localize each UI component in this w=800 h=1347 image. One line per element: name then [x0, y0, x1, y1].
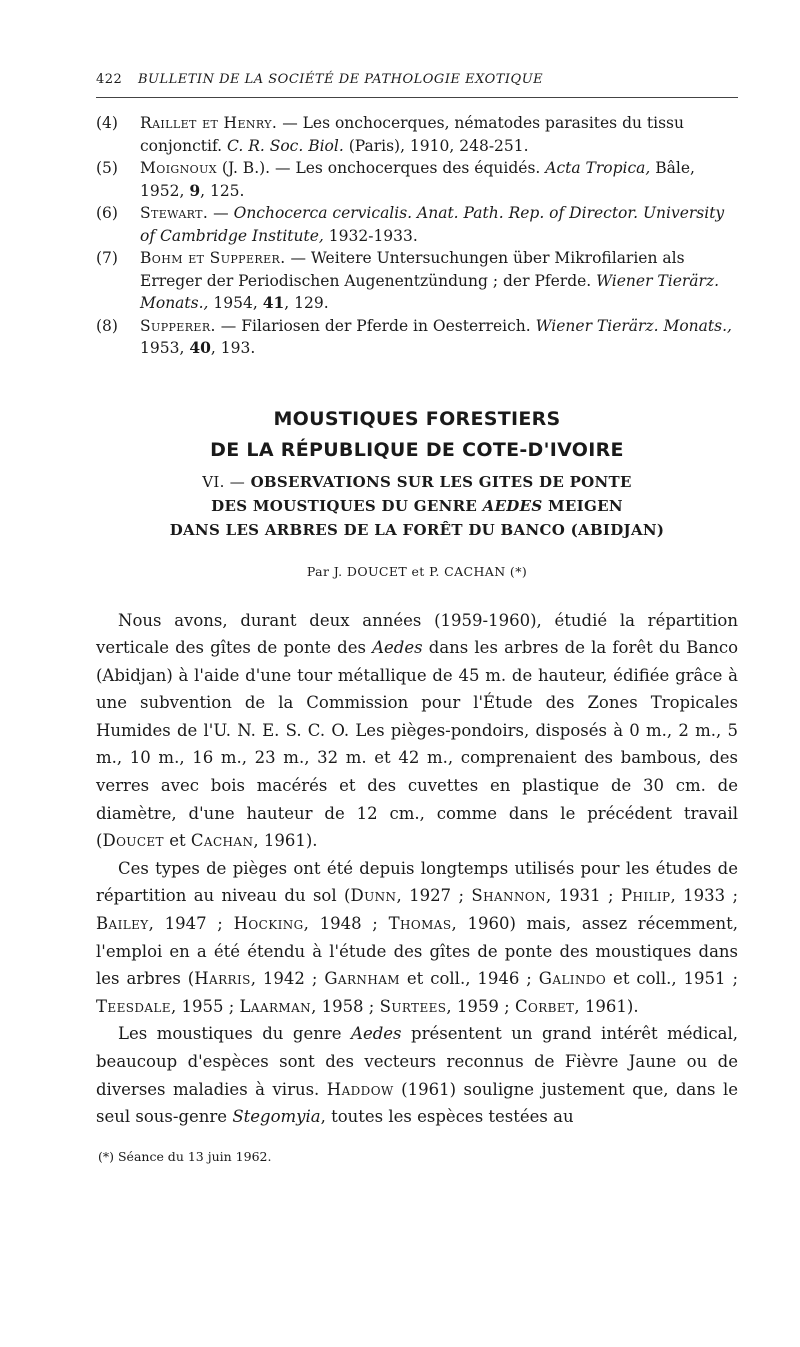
citation-author: Doucet	[102, 831, 164, 851]
text-run: , 1961).	[253, 831, 318, 851]
reference-number: (6)	[96, 204, 118, 222]
journal-title: BULLETIN DE LA SOCIÉTÉ DE PATHOLOGIE EXOTIQUE	[138, 72, 544, 87]
article-title-line: DE LA RÉPUBLIQUE DE COTE-D'IVOIRE	[210, 438, 624, 461]
text-run: , 1927 ;	[396, 886, 472, 906]
reference-volume: 40	[189, 338, 211, 357]
text-run: présentent un grand intérêt médical, beaucoup d'espèces sont des vecteurs reconnus de Fièvre Jaune ou de diverses maladies à virus.	[96, 1024, 738, 1099]
reference-journal: Acta Tropica,	[545, 159, 651, 177]
citation-author: Cachan	[190, 831, 254, 851]
subgenus-name: Stegomyia	[232, 1107, 321, 1127]
reference-item	[96, 247, 738, 315]
reference-rest: 1953,	[140, 339, 190, 357]
reference-text: —	[208, 204, 234, 222]
text-run: et	[163, 831, 191, 851]
reference-pages: , 125.	[200, 181, 245, 200]
paragraph	[96, 1020, 738, 1130]
text-run: , 1958 ;	[311, 996, 380, 1016]
citation-author: Hocking	[233, 914, 304, 934]
text-run: et coll., 1946 ;	[399, 969, 539, 989]
text-run: , toutes les espèces testées au	[320, 1107, 574, 1127]
text-run: Les moustiques du genre	[118, 1024, 352, 1044]
reference-item	[96, 315, 738, 360]
citation-author: Shannon	[471, 886, 546, 906]
reference-item	[96, 112, 738, 157]
citation-author: Corbet	[514, 996, 575, 1016]
citation-author: Galindo	[538, 969, 607, 989]
text-run: dans les arbres de la forêt du Banco (Abidjan) à l'aide d'une tour métallique de 45 m. de hauteur, édifiée grâce à une subvention de la Commission pour l'Étude des Zones Tropicales Humides de l'U. N. E. S. C. O. Les pièges-pondoirs, disposés à 0 m., 2 m., 5 m., 10 m., 16 m., 23 m., 32 m. et 42 m., comprenaient des bambous, des verres avec bois macérés et des cuvettes en plastique de 30 cm. de diamètre, d'une hauteur de 12 cm., comme dans le précédent travail (	[96, 638, 739, 851]
page	[96, 72, 738, 1164]
subtitle-line: MEIGEN	[542, 496, 623, 515]
article-authors: Par J. DOUCET et P. CACHAN (*)	[306, 563, 528, 579]
paragraph	[96, 607, 738, 855]
reference-volume: 41	[262, 293, 285, 312]
citation-author: Thomas	[388, 914, 452, 934]
citation-author: Surtees	[379, 996, 447, 1016]
reference-text: (J. B.). — Les onchocerques des équidés.	[216, 159, 546, 177]
citation-author: Philip	[620, 886, 671, 906]
text-run: , 1959 ;	[446, 996, 515, 1016]
article-title	[96, 404, 738, 466]
text-run: , 1955 ;	[170, 996, 240, 1016]
subtitle-line: DES MOUSTIQUES DU GENRE	[211, 496, 483, 515]
text-run: , 1948 ;	[303, 914, 389, 934]
reference-text: — Filariosen der Pferde in Oesterreich.	[215, 316, 536, 335]
text-run: Ces types de pièges ont été depuis longtemps utilisés pour les études de répartition au niveau du sol (	[96, 858, 738, 906]
genus-name: Aedes	[372, 638, 423, 658]
article-title-line: MOUSTIQUES FORESTIERS	[273, 407, 561, 430]
reference-number: (8)	[96, 316, 118, 335]
citation-author: Dunn	[350, 886, 397, 906]
text-run: Nous avons, durant deux années (1959-1960), étudié la répartition verticale des gîtes de ponte des	[96, 610, 738, 658]
reference-item	[96, 202, 738, 247]
reference-journal: Wiener Tierärz. Monats.,	[535, 316, 732, 335]
reference-authors: Raillet et Henry.	[140, 114, 278, 132]
subtitle-genus: AEDES	[482, 496, 543, 515]
reference-authors: Supperer.	[140, 316, 216, 335]
reference-rest: Bâle, 1952,	[140, 159, 695, 200]
article-subtitle	[96, 470, 738, 542]
citation-author: Bailey	[96, 914, 149, 934]
text-run: et coll., 1951 ;	[606, 969, 739, 989]
reference-authors: Moignoux	[140, 159, 217, 177]
footnote: (*) Séance du 13 juin 1962.	[98, 1148, 272, 1164]
text-run: , 1961).	[574, 996, 639, 1016]
citation-author: Harris	[194, 969, 251, 989]
reference-number: (4)	[96, 114, 118, 132]
citation-author: Laarman	[239, 996, 312, 1016]
reference-journal: Onchocerca cervicalis. Anat. Path. Rep. of Director. University of Cambridge Institute,	[140, 204, 725, 245]
genus-name: Aedes	[351, 1024, 402, 1044]
subtitle-number: VI. —	[202, 472, 246, 491]
reference-authors: Bohm et Supperer.	[140, 249, 286, 267]
reference-rest: (Paris), 1910, 248-251.	[343, 136, 529, 155]
reference-number: (7)	[96, 249, 118, 267]
reference-text: — Weitere Untersuchungen über Mikrofilarien als Erreger der Periodischen Augenentzündung ; der Pferde.	[140, 249, 685, 290]
running-header	[96, 72, 738, 98]
reference-pages: , 129.	[284, 294, 329, 312]
reference-rest: 1954,	[208, 294, 263, 312]
paragraph	[96, 855, 738, 1021]
reference-list	[96, 112, 738, 360]
subtitle-line: OBSERVATIONS SUR LES GITES DE PONTE	[245, 472, 632, 491]
reference-journal: C. R. Soc. Biol.	[227, 136, 344, 155]
subtitle-line: DANS LES ARBRES DE LA FORÊT DU BANCO (ABIDJAN)	[169, 520, 665, 539]
text-run: , 1931 ;	[545, 886, 621, 906]
reference-pages: , 193.	[210, 339, 256, 357]
article-body	[96, 607, 738, 1131]
text-run: , 1933 ;	[670, 886, 739, 906]
text-run: , 1942 ;	[250, 969, 325, 989]
text-run: (1961) souligne justement que, dans le seul sous-genre	[96, 1079, 738, 1127]
reference-rest: 1932-1933.	[323, 226, 418, 245]
reference-item	[96, 157, 738, 202]
text-run: , 1947 ;	[148, 914, 234, 934]
reference-volume: 9	[189, 180, 201, 200]
reference-authors: Stewart.	[140, 204, 209, 222]
citation-author: Teesdale	[96, 996, 171, 1016]
citation-author: Haddow	[326, 1079, 394, 1099]
reference-journal: Wiener Tierärz. Monats.,	[140, 271, 720, 312]
page-number: 422	[96, 72, 123, 87]
text-run: , 1960) mais, assez récemment, l'emploi en a été étendu à l'étude des gîtes de ponte des moustiques dans les arbres (	[96, 914, 739, 989]
citation-author: Garnham	[324, 969, 400, 989]
reference-text: — Les onchocerques, nématodes parasites du tissu conjonctif.	[140, 114, 684, 155]
reference-number: (5)	[96, 159, 118, 177]
